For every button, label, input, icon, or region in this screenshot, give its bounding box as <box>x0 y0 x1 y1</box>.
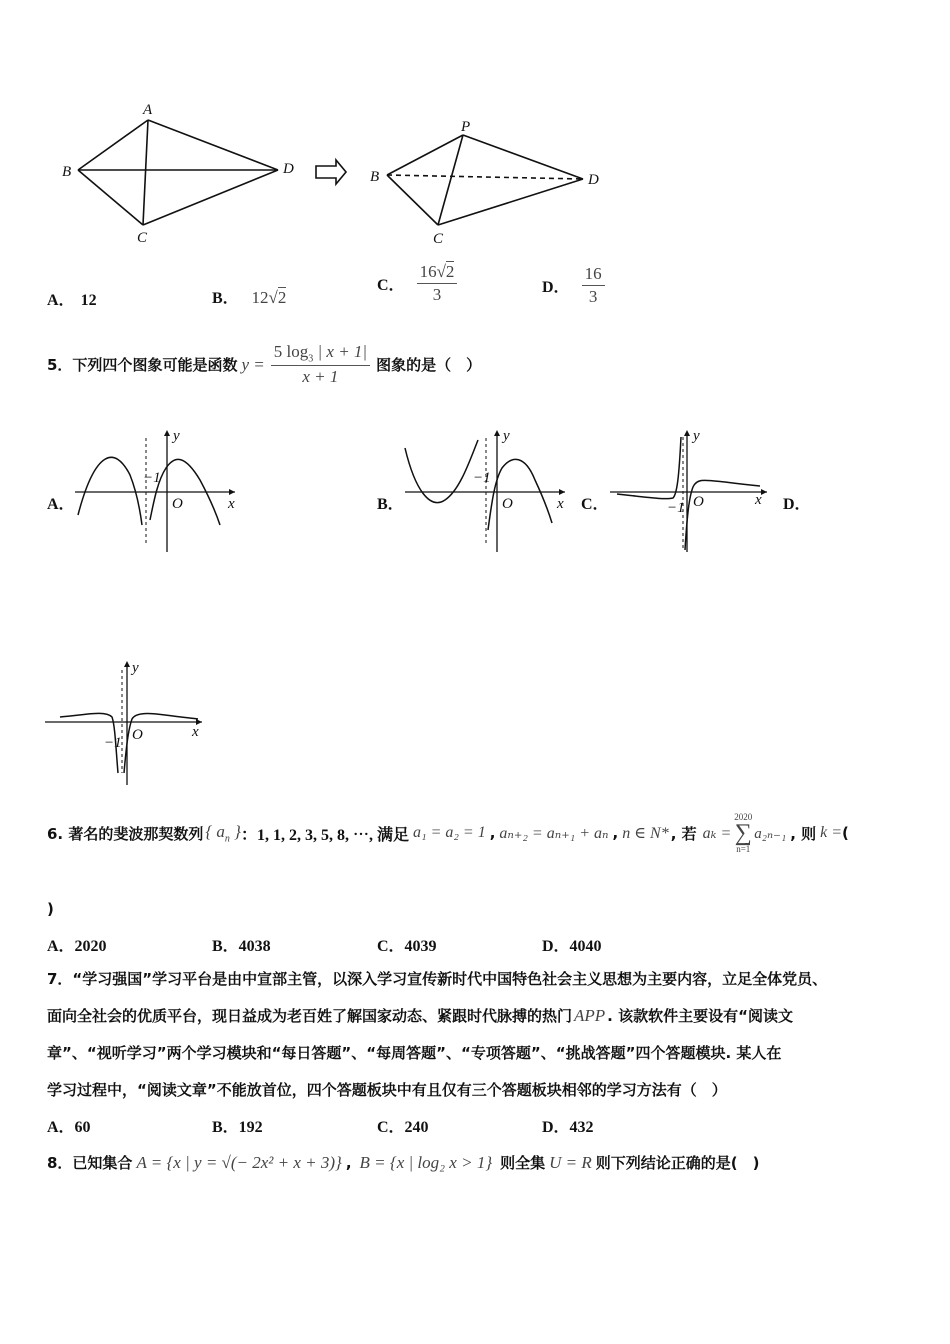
q8-set-a: A = {x | y = √(− 2x² + x + 3)} <box>136 1152 342 1172</box>
q6-paren-open: ( <box>842 824 849 842</box>
svg-text:O: O <box>693 494 704 510</box>
q7-line-4: 学习过程中，“阅读文章”不能放首位，四个答题板块中有且仅有三个答题板块相邻的学习方法有（ ） <box>47 1081 727 1099</box>
q6-then: , 则 <box>790 824 817 843</box>
q8-mid: 则全集 <box>500 1154 546 1172</box>
q6-option-b[interactable]: B．4038 <box>212 938 271 955</box>
option-label: C． <box>377 277 405 294</box>
q6-k: k = <box>820 824 843 841</box>
option-value: $\frac{16}{3}$ <box>582 264 605 307</box>
svg-text:x: x <box>192 724 199 740</box>
q6-ak: aₖ = <box>702 825 732 842</box>
quadrilateral-abcd <box>78 120 278 225</box>
q6-if: , 若 <box>670 824 697 843</box>
q8-universal-set: U = R <box>549 1152 592 1172</box>
option-label: B． <box>212 290 239 307</box>
q5-formula-y: y = <box>241 354 265 374</box>
q5-stem <box>47 342 481 387</box>
svg-text:y: y <box>693 428 700 444</box>
q5-suffix: 图象的是（ ） <box>376 356 482 375</box>
svg-text:−1: −1 <box>473 470 491 486</box>
svg-text:−1: −1 <box>667 500 685 516</box>
q7-option-a[interactable]: A．60 <box>47 1119 91 1136</box>
svg-text:x: x <box>228 496 235 512</box>
q6-terms: ：1, 1, 2, 3, 5, 8, ⋯, 满足 <box>240 826 409 844</box>
tetrahedron-figure <box>50 95 620 255</box>
q6-sequence: { $a_n$ } <box>205 821 241 845</box>
svg-text:O: O <box>172 496 183 512</box>
q8-comma: , <box>345 1153 352 1172</box>
option-value: 12√2 <box>251 288 287 307</box>
q6-sum: 2020 ∑ n=1 <box>734 812 753 854</box>
tetrahedron-pbcd <box>387 135 583 225</box>
label-d2: D <box>588 172 599 188</box>
svg-text:y: y <box>132 660 139 676</box>
q5-formula-fraction: $\frac{5 \log_3 | x + 1|}{x + 1}$ <box>271 342 370 387</box>
q5-prefix: 5．下列四个图象可能是函数 <box>47 356 238 375</box>
q8-prefix: 8．已知集合 <box>47 1154 133 1172</box>
q5-graph-d[interactable] <box>40 655 220 790</box>
q8-set-b: B = {x | log₂ x > 1} <box>359 1152 493 1172</box>
q7-option-d[interactable]: D．432 <box>542 1119 594 1136</box>
q7-option-b[interactable]: B．192 <box>212 1119 263 1136</box>
q6-cond3: n ∈ N* <box>622 825 669 842</box>
q7-option-c[interactable]: C．240 <box>377 1119 429 1136</box>
svg-text:O: O <box>502 496 513 512</box>
svg-text:x: x <box>557 496 564 512</box>
implies-arrow-icon <box>316 160 346 184</box>
q8-suffix: 则下列结论正确的是( ) <box>595 1154 760 1172</box>
label-d: D <box>283 161 294 177</box>
q6-option-a[interactable]: A．2020 <box>47 938 107 955</box>
svg-text:−1: −1 <box>143 470 161 486</box>
q8-stem <box>47 1152 760 1173</box>
label-b: B <box>62 164 72 180</box>
label-c2: C <box>433 231 444 247</box>
label-a: A <box>143 102 153 118</box>
svg-text:x: x <box>755 492 762 508</box>
q4-option-b[interactable] <box>212 285 286 308</box>
q6-prefix: 6. 著名的斐波那契数列 <box>47 824 204 843</box>
q5-option-d-label[interactable]: D． <box>783 496 811 513</box>
q4-option-d[interactable] <box>542 264 605 307</box>
option-value: 12 <box>80 292 97 309</box>
q6-option-c[interactable]: C．4039 <box>377 938 437 955</box>
q5-option-c-label[interactable]: C． <box>581 496 609 513</box>
q5-graph-b[interactable] <box>400 420 580 555</box>
q7-line-2: 面向全社会的优质平台，现日益成为老百姓了解国家动态、紧跟时代脉搏的热门 APP . 该款软件主要设有“阅读文 <box>47 1006 793 1025</box>
q6-cond1: a₁ = a₂ = 1 <box>413 824 486 841</box>
q5-option-b-label[interactable]: B． <box>377 496 404 513</box>
label-b2: B <box>370 169 380 185</box>
q5-graph-a[interactable] <box>70 420 250 555</box>
q6-comma: , <box>612 824 619 842</box>
q6-sum-term: a₂ₙ₋₁ <box>754 825 787 842</box>
q7-line-1: 7．“学习强国”学习平台是由中宣部主管，以深入学习宣传新时代中国特色社会主义思想为主要内容，立足全体党员、 <box>47 970 828 988</box>
svg-text:−1: −1 <box>104 735 122 751</box>
q7-line-3: 章”、“视听学习”两个学习模块和“每日答题”、“每周答题”、“专项答题”、“挑战答题”四个答题模块. 某人在 <box>47 1044 782 1062</box>
option-label: D． <box>542 279 570 296</box>
q6-stem <box>47 812 849 854</box>
q6-cond2: aₙ₊₂ = aₙ₊₁ + aₙ <box>499 825 609 842</box>
label-p: P <box>461 119 471 135</box>
option-label: A． <box>47 292 75 309</box>
q5-graph-c[interactable] <box>605 422 775 557</box>
q6-comma: , <box>489 824 496 842</box>
svg-text:y: y <box>503 428 510 444</box>
label-c: C <box>137 230 148 246</box>
q6-paren-close: ) <box>47 900 54 918</box>
q5-option-a-label[interactable]: A． <box>47 496 75 513</box>
svg-text:y: y <box>173 428 180 444</box>
svg-text:O: O <box>132 727 143 743</box>
q6-option-d[interactable]: D．4040 <box>542 938 602 955</box>
q4-option-a[interactable] <box>47 287 97 310</box>
option-value: $\frac{16√2}{3}$ <box>417 262 458 305</box>
q4-option-c[interactable] <box>377 262 457 305</box>
